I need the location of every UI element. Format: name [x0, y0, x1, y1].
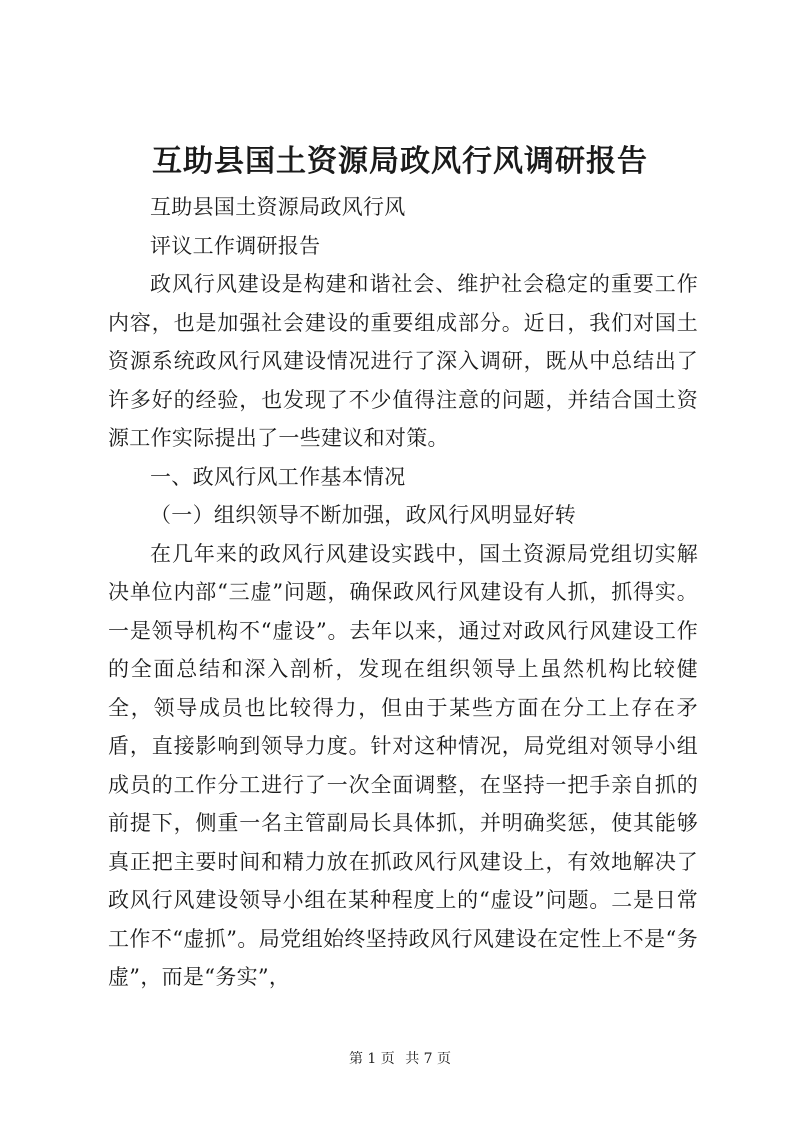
subsection-heading: （一）组织领导不断加强，政风行风明显好转	[150, 503, 576, 527]
paragraph-subtitle-line-1: 互助县国土资源局政风行风	[150, 195, 406, 219]
section-heading: 一、政风行风工作基本情况	[150, 464, 406, 489]
page-number: 第 1 页	[348, 1051, 395, 1067]
paragraph-intro: 政风行风建设是构建和谐社会、维护社会稳定的重要工作内容，也是加强社会建设的重要组成部分。近日，我们对国土资源系统政风行风建设情况进行了深入调研，既从中总结出了许多好的经验，也发现了不少值得注意的问题，并结合国土资源工作实际提出了一些建议和对策。	[108, 272, 698, 450]
document-body	[108, 188, 698, 997]
document-title: 互助县国土资源局政风行风调研报告	[152, 144, 648, 179]
page-footer	[0, 1048, 800, 1068]
page-total: 共 7 页	[405, 1051, 452, 1067]
paragraph-body: 在几年来的政风行风建设实践中，国土资源局党组切实解决单位内部“三虚”问题，确保政风行风建设有人抓，抓得实。一是领导机构不“虚设”。去年以来，通过对政风行风建设工作的全面总结和深入剖析，发现在组织领导上虽然机构比较健全，领导成员也比较得力，但由于某些方面在分工上存在矛盾，直接影响到领导力度。针对这种情况，局党组对领导小组成员的工作分工进行了一次全面调整，在坚持一把手亲自抓的前提下，侧重一名主管副局长具体抓，并明确奖惩，使其能够真正把主要时间和精力放在抓政风行风建设上，有效地解决了政风行风建设领导小组在某种程度上的“虚设”问题。二是日常工作不“虚抓”。局党组始终坚持政风行风建设在定性上不是“务虚”，而是“务实”，	[108, 541, 698, 989]
paragraph-subtitle-line-2: 评议工作调研报告	[150, 233, 321, 258]
